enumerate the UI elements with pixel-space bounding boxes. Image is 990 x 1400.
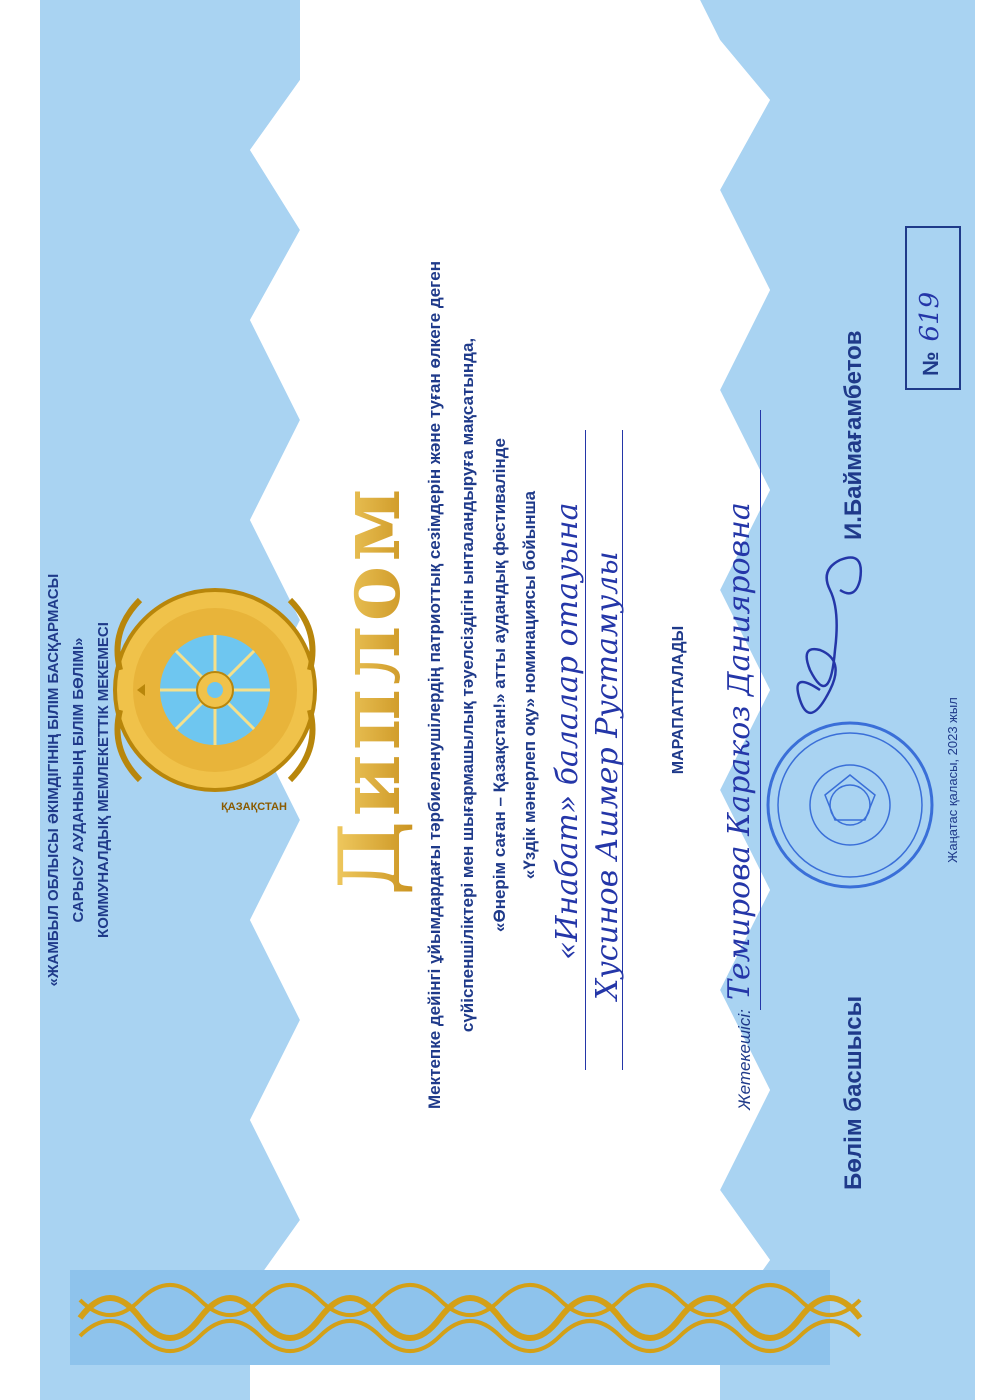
emblem-label: ҚАЗАҚСТАН	[221, 801, 287, 813]
diploma-title: Диплом	[320, 410, 419, 970]
recipient-line-2: Хусинов Ашмер Рустамулы	[590, 551, 625, 1000]
supervisor-name: Темирова Каракоз Данияровна	[722, 502, 757, 1000]
place-year: Жаңатас қаласы, 2023 жыл	[945, 697, 960, 863]
body-line-4: «Үздік мәнерлеп оқу» номинациясы бойынша	[520, 490, 539, 880]
supervisor-underline	[760, 410, 761, 1010]
supervisor-label: Жетекешісі:	[735, 1009, 754, 1110]
number-label: №	[918, 351, 943, 376]
signature-position: Бөлім басшысы	[840, 995, 867, 1190]
header-line-3: КОММУНАЛДЫҚ МЕМЛЕКЕТТІК МЕКЕМЕСІ	[95, 622, 112, 938]
body-line-3: «Өнерім саған – Қазақстан!» атты аудандық фестивалінде	[490, 438, 509, 932]
recipient-line-1: «Инабат» балалар отауына	[550, 502, 585, 960]
recipient-underline-2	[622, 430, 623, 1070]
number-value: 619	[915, 291, 945, 342]
number-box	[905, 226, 961, 390]
signature-name: И.Баймағамбетов	[840, 330, 867, 540]
body-line-1: Мектепке дейінгі ұйымдардағы тәрбиеленушілердің патриоттық сезімдерін және туған өлкеге деген	[425, 261, 444, 1109]
header-line-2: САРЫСУ АУДАНЫНЫҢ БІЛІМ БӨЛІМІ»	[70, 637, 87, 923]
header-line-1: «ЖАМБЫЛ ОБЛЫСЫ ӘКІМДІГІНІҢ БІЛІМ БАСҚАРМАСЫ	[45, 573, 62, 987]
award-word: МАРАПАТТАЛАДЫ	[670, 625, 687, 775]
body-line-2: сүйіспеншіліктері мен шығармашылық тәуелсіздігін ынталандыруға мақсатында,	[458, 337, 477, 1033]
recipient-underline-1	[585, 430, 586, 1070]
